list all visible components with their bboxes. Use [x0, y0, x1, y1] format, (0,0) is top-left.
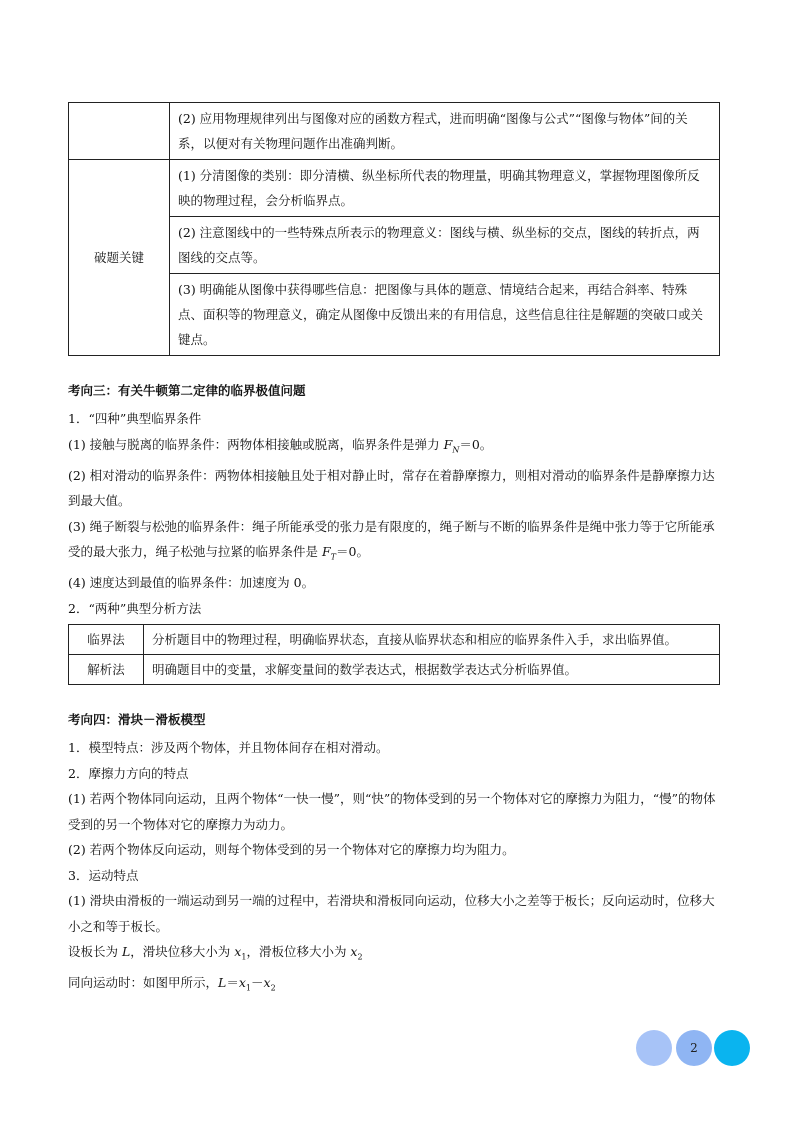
table-label-cell: 破题关键 — [69, 160, 170, 356]
table-cell: (2) 应用物理规律列出与图像对应的函数方程式，进而明确“图像与公式”“图像与物体”间的关系，以便对有关物理问题作出准确判断。 — [170, 103, 720, 160]
key-points-table — [68, 102, 720, 356]
methods-table — [68, 624, 720, 685]
table-label-cell: 临界法 — [69, 625, 144, 655]
table-row — [69, 103, 720, 160]
table-cell: 分析题目中的物理过程，明确临界状态，直接从临界状态和相应的临界条件入手，求出临界值。 — [144, 625, 720, 655]
table-cell: (2) 注意图线中的一些特殊点所表示的物理意义：图线与横、纵坐标的交点，图线的转折点，两图线的交点等。 — [170, 217, 720, 274]
table-cell: (1) 分清图像的类别：即分清横、纵坐标所代表的物理量，明确其物理意义，掌握物理图像所反映的物理过程，会分析临界点。 — [170, 160, 720, 217]
decor-circle-icon — [636, 1030, 672, 1066]
formula-line: 同向运动时：如图甲所示，$L=x_1-x_2$ — [68, 975, 276, 993]
document-page — [68, 102, 720, 1001]
list-item: 2．“两种”典型分析方法 — [68, 600, 202, 616]
section-heading: 考向四：滑块－滑板模型 — [68, 712, 206, 727]
list-item: 2．摩擦力方向的特点 — [68, 765, 189, 781]
section-heading: 考向三：有关牛顿第二定律的临界极值问题 — [68, 383, 306, 398]
table-row — [69, 655, 720, 685]
decor-circle-icon — [714, 1030, 750, 1066]
paragraph: (2) 相对滑动的临界条件：两物体相接触且处于相对静止时，常存在着静摩擦力，则相对滑动的临界条件是静摩擦力达到最大值。 — [68, 467, 715, 508]
table-label-cell: 解析法 — [69, 655, 144, 685]
page-number: 2 — [690, 1041, 698, 1055]
list-item: 1．“四种”典型临界条件 — [68, 411, 202, 426]
table-row — [69, 160, 720, 217]
table-cell: 明确题目中的变量，求解变量间的数学表达式，根据数学表达式分析临界值。 — [144, 655, 720, 685]
list-item: 3．运动特点 — [68, 867, 139, 883]
paragraph: (1) 滑块由滑板的一端运动到另一端的过程中，若滑块和滑板同向运动，位移大小之差等于板长；反向运动时，位移大小之和等于板长。 — [68, 893, 715, 934]
paragraph: (1) 接触与脱离的临界条件：两物体相接触或脱离，临界条件是弹力 $F_N=0$。 — [68, 436, 493, 454]
table-label-cell-empty — [69, 103, 170, 160]
table-row — [69, 625, 720, 655]
paragraph: (1) 若两个物体同向运动，且两个物体“一快一慢”，则“快”的物体受到的另一个物体对它的摩擦力为阻力，“慢”的物体受到的另一个物体对它的摩擦力为动力。 — [68, 791, 716, 832]
paragraph: (4) 速度达到最值的临界条件：加速度为 0。 — [68, 575, 315, 590]
paragraph: (2) 若两个物体反向运动，则每个物体受到的另一个物体对它的摩擦力均为阻力。 — [68, 842, 515, 857]
page-number-badge — [636, 1030, 752, 1066]
table-cell: (3) 明确能从图像中获得哪些信息：把图像与具体的题意、情境结合起来，再结合斜率、特殊点、面积等的物理意义，确定从图像中反馈出来的有用信息，这些信息往往是解题的突破口或关键点。 — [170, 274, 720, 356]
paragraph: 设板长为 L，滑块位移大小为 $x_1$，滑板位移大小为 $x_2$ — [68, 944, 363, 962]
list-item: 1．模型特点：涉及两个物体，并且物体间存在相对滑动。 — [68, 740, 389, 755]
paragraph: (3) 绳子断裂与松弛的临界条件：绳子所能承受的张力是有限度的，绳子断与不断的临界条件是绳中张力等于它所能承受的最大张力，绳子松弛与拉紧的临界条件是 $F_T=0$。 — [68, 518, 715, 562]
